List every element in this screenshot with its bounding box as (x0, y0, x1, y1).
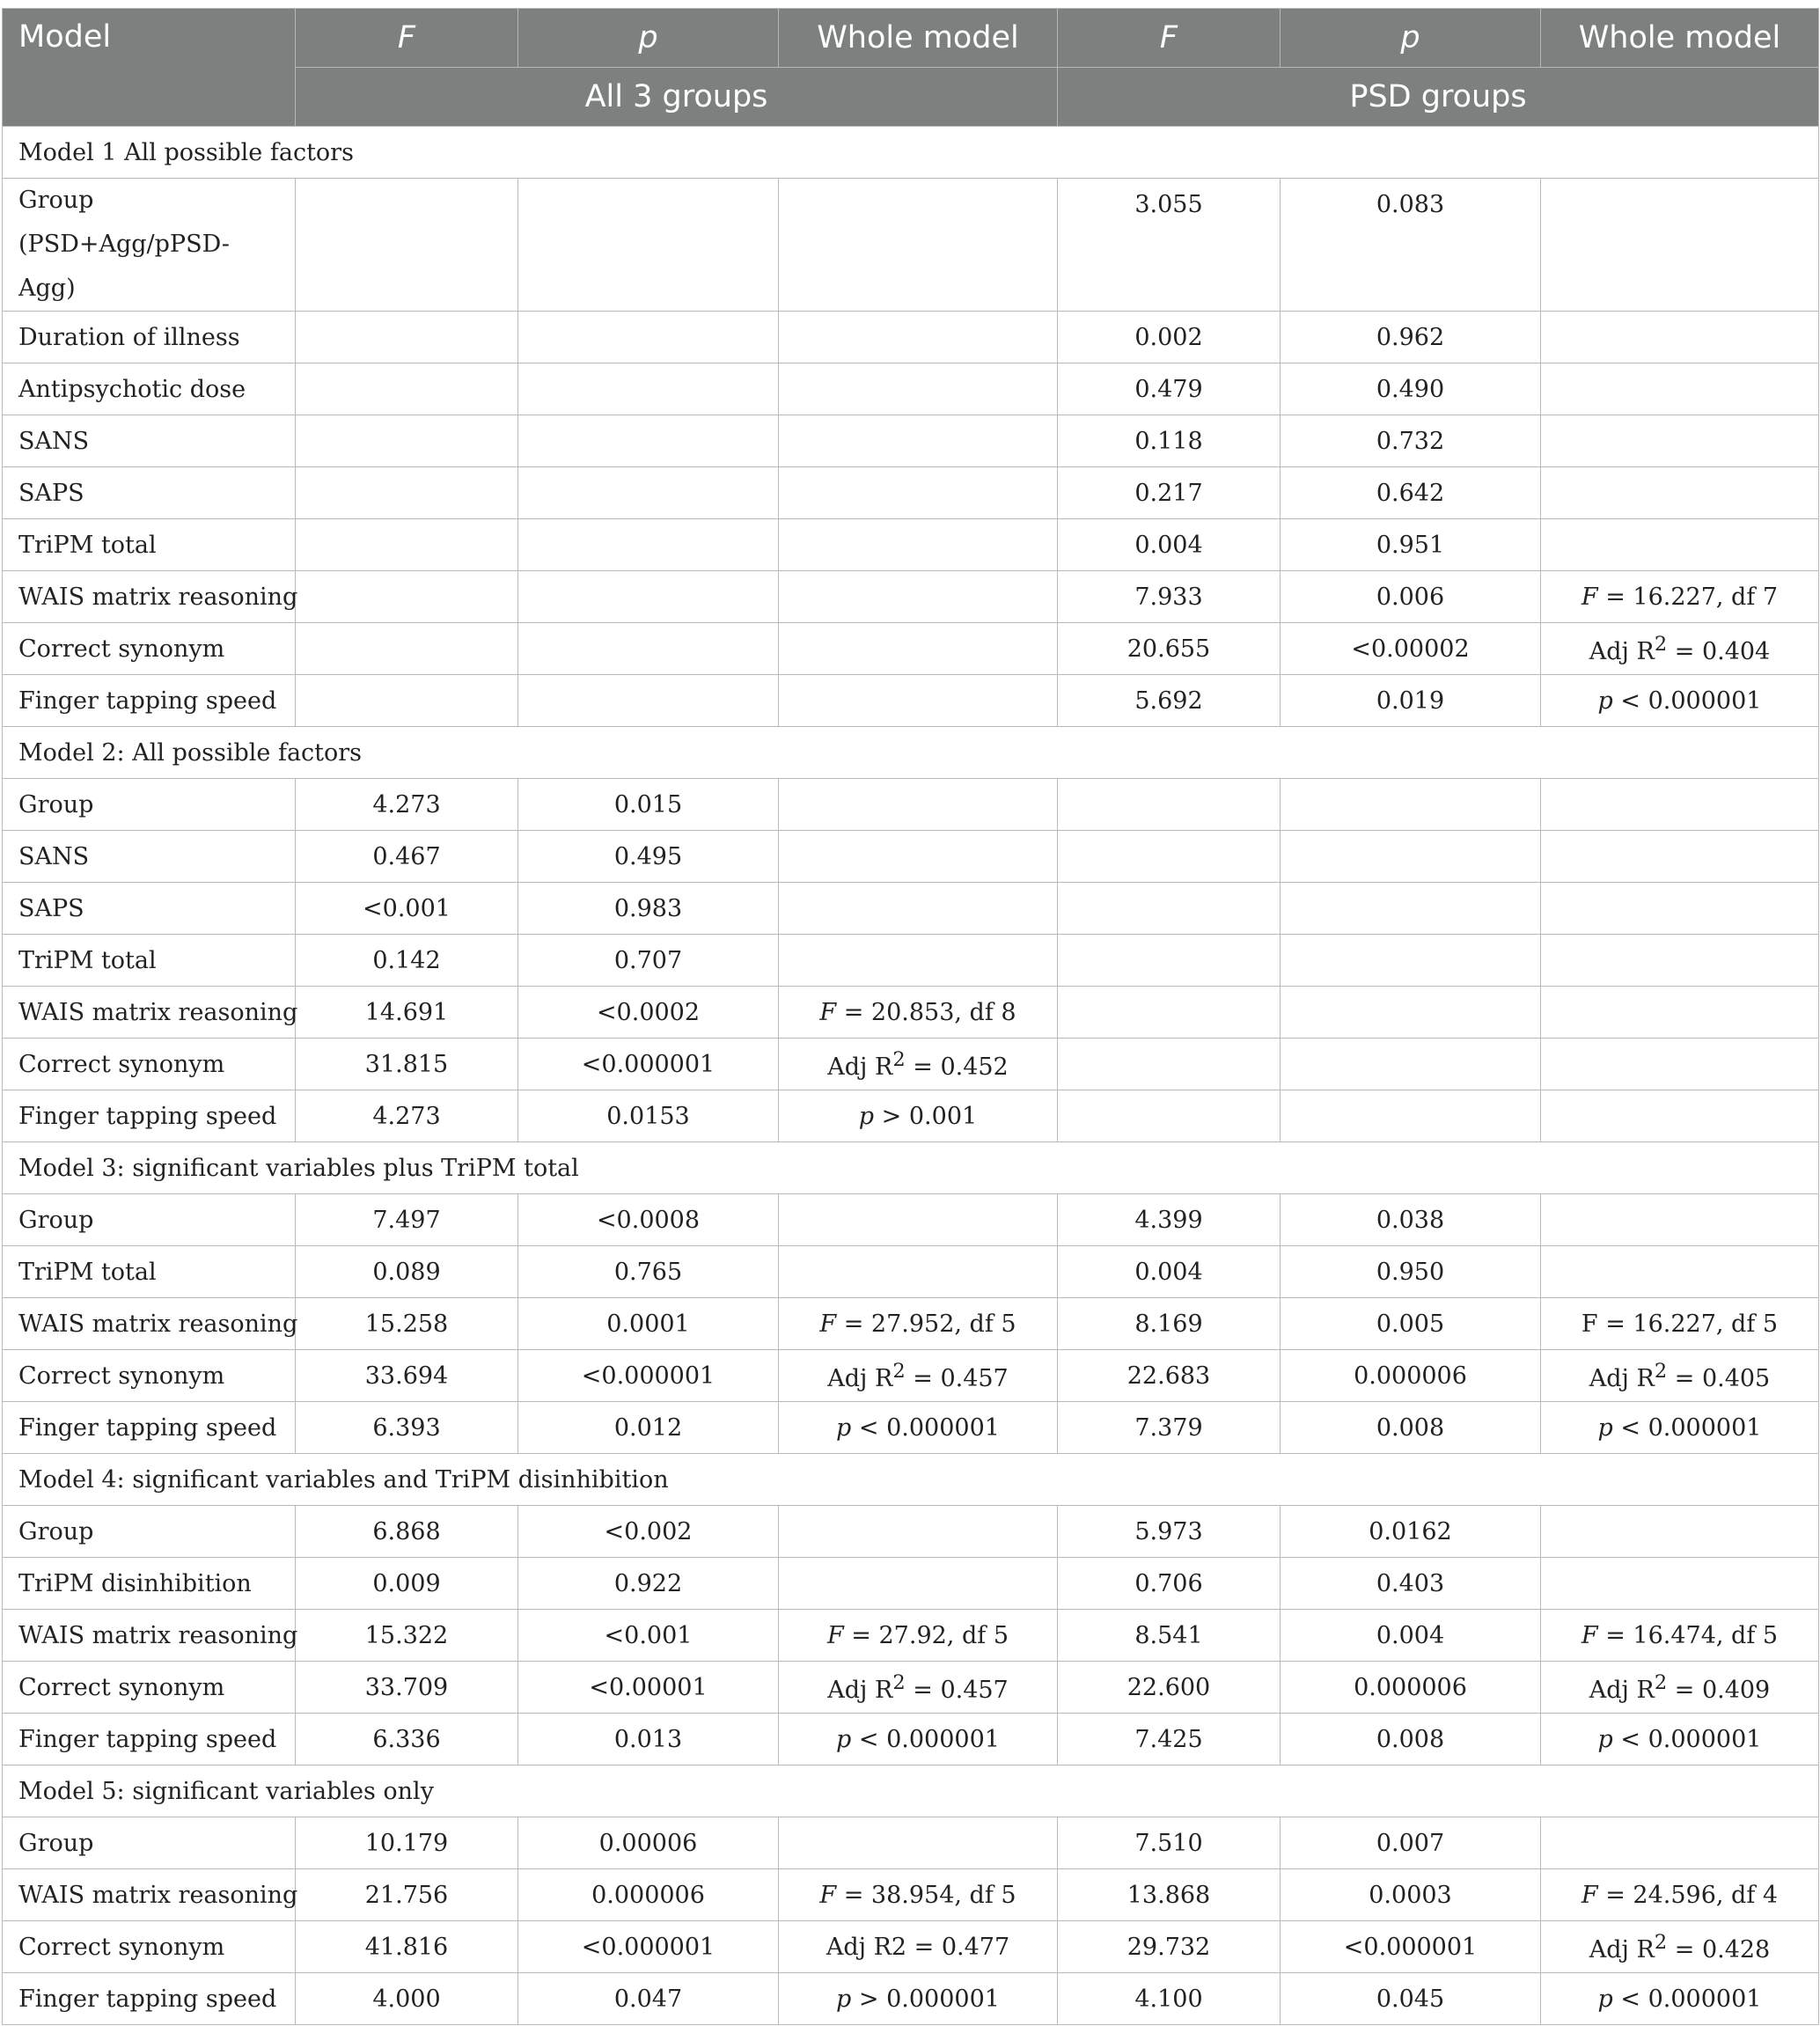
table-cell: 31.815 (296, 1039, 518, 1090)
section-label: Model 2: All possible factors (3, 727, 1819, 779)
table-cell: 13.868 (1058, 1869, 1281, 1921)
row-label: Correct synonym (3, 1921, 296, 1973)
table-cell: F = 27.952, df 5 (779, 1298, 1058, 1350)
table-cell: F = 38.954, df 5 (779, 1869, 1058, 1921)
table-cell (1541, 467, 1819, 519)
table-cell: 0.951 (1281, 519, 1541, 571)
section-row (3, 127, 1819, 179)
row-label: SAPS (3, 467, 296, 519)
table-cell: <0.0008 (518, 1194, 779, 1246)
table-cell: F = 20.853, df 8 (779, 987, 1058, 1039)
table-cell: 0.962 (1281, 312, 1541, 363)
table-cell: 0.732 (1281, 415, 1541, 467)
row-label: TriPM disinhibition (3, 1558, 296, 1610)
table-cell (518, 571, 779, 623)
table-cell: 7.497 (296, 1194, 518, 1246)
table-cell: 0.004 (1058, 1246, 1281, 1298)
table-cell (1541, 1246, 1819, 1298)
header-f-all: F (296, 9, 518, 68)
table-cell: 0.006 (1281, 571, 1541, 623)
table-cell (779, 1506, 1058, 1558)
table-cell: 0.490 (1281, 363, 1541, 415)
table-cell: 0.983 (518, 883, 779, 935)
table-cell: 0.008 (1281, 1714, 1541, 1765)
table-cell (518, 415, 779, 467)
table-cell: 0.467 (296, 831, 518, 883)
table-cell (1058, 1090, 1281, 1142)
table-cell: p < 0.000001 (1541, 675, 1819, 727)
table-cell: 0.019 (1281, 675, 1541, 727)
table-cell: 0.002 (1058, 312, 1281, 363)
table-row (3, 1402, 1819, 1454)
table-cell: 0.707 (518, 935, 779, 987)
table-cell: 0.765 (518, 1246, 779, 1298)
table-cell: Adj $R^2 = 0.457$ (779, 1350, 1058, 1402)
table-cell (779, 179, 1058, 312)
table-cell: 15.258 (296, 1298, 518, 1350)
header-whole-psd: Whole model (1541, 9, 1819, 68)
header-p-all: p (518, 9, 779, 68)
table-cell: <0.00001 (518, 1662, 779, 1714)
table-cell (1281, 883, 1541, 935)
row-label: Group (3, 1506, 296, 1558)
results-table (2, 8, 1819, 2025)
table-cell: 0.000006 (1281, 1350, 1541, 1402)
table-cell: p < 0.000001 (779, 1714, 1058, 1765)
row-label: Group (3, 1817, 296, 1869)
table-cell (779, 675, 1058, 727)
table-cell: 8.169 (1058, 1298, 1281, 1350)
header-group-psd: PSD groups (1058, 68, 1819, 127)
table-cell: 0.008 (1281, 1402, 1541, 1454)
table-cell (1281, 831, 1541, 883)
table-cell (1541, 179, 1819, 312)
table-row (3, 1298, 1819, 1350)
table-cell: <0.001 (518, 1610, 779, 1662)
table-row (3, 1610, 1819, 1662)
table-cell: 0.00006 (518, 1817, 779, 1869)
table-cell: 4.399 (1058, 1194, 1281, 1246)
table-cell (779, 935, 1058, 987)
table-row (3, 1973, 1819, 2025)
table-cell (779, 1817, 1058, 1869)
table-cell: 0.007 (1281, 1817, 1541, 1869)
table-cell (1281, 1090, 1541, 1142)
table-cell: F = 16.474, df 5 (1541, 1610, 1819, 1662)
table-cell: 20.655 (1058, 623, 1281, 675)
table-cell: 0.0003 (1281, 1869, 1541, 1921)
table-cell: Adj $R^2 = 0.452$ (779, 1039, 1058, 1090)
row-label: Group (3, 779, 296, 831)
row-label: SANS (3, 415, 296, 467)
table-cell (1281, 935, 1541, 987)
table-cell (1541, 519, 1819, 571)
table-cell (1541, 1506, 1819, 1558)
table-cell (1541, 1039, 1819, 1090)
table-cell: 0.217 (1058, 467, 1281, 519)
table-cell: <0.000001 (1281, 1921, 1541, 1973)
row-label: Correct synonym (3, 623, 296, 675)
table-cell (779, 467, 1058, 519)
section-row (3, 1454, 1819, 1506)
table-row (3, 1921, 1819, 1973)
table-cell: Adj $R^2 = 0.409$ (1541, 1662, 1819, 1714)
row-label: WAIS matrix reasoning (3, 1298, 296, 1350)
table-cell: 41.816 (296, 1921, 518, 1973)
table-cell (1541, 935, 1819, 987)
table-cell: 4.273 (296, 779, 518, 831)
section-label: Model 3: significant variables plus TriPM total (3, 1142, 1819, 1194)
table-cell: 22.683 (1058, 1350, 1281, 1402)
table-cell (1541, 363, 1819, 415)
row-label: Finger tapping speed (3, 1090, 296, 1142)
table-row (3, 1662, 1819, 1714)
row-label: Group (3, 1194, 296, 1246)
row-label: Group (PSD+Agg/pPSD-Agg) (3, 179, 296, 312)
table-cell: 10.179 (296, 1817, 518, 1869)
table-cell (296, 675, 518, 727)
row-label: SAPS (3, 883, 296, 935)
section-row (3, 727, 1819, 779)
row-label: TriPM total (3, 519, 296, 571)
table-cell (1058, 831, 1281, 883)
table-row (3, 1714, 1819, 1765)
row-label: TriPM total (3, 935, 296, 987)
row-label: Finger tapping speed (3, 1402, 296, 1454)
table-cell: 0.0001 (518, 1298, 779, 1350)
table-cell: 21.756 (296, 1869, 518, 1921)
section-label: Model 5: significant variables only (3, 1765, 1819, 1817)
table-cell: <0.001 (296, 883, 518, 935)
table-cell (1281, 779, 1541, 831)
table-cell: <0.00002 (1281, 623, 1541, 675)
table-cell: <0.000001 (518, 1921, 779, 1973)
table-cell: 0.642 (1281, 467, 1541, 519)
table-cell: 4.000 (296, 1973, 518, 2025)
table-cell: <0.000001 (518, 1350, 779, 1402)
table-cell: F = 16.227, df 7 (1541, 571, 1819, 623)
row-label: WAIS matrix reasoning (3, 987, 296, 1039)
header-whole-all: Whole model (779, 9, 1058, 68)
table-cell (296, 571, 518, 623)
table-cell (779, 571, 1058, 623)
row-label: Finger tapping speed (3, 1714, 296, 1765)
table-cell: 6.336 (296, 1714, 518, 1765)
table-cell: 7.425 (1058, 1714, 1281, 1765)
table-cell (1541, 831, 1819, 883)
table-cell: 6.393 (296, 1402, 518, 1454)
table-cell (296, 415, 518, 467)
table-cell: 14.691 (296, 987, 518, 1039)
table-cell: <0.000001 (518, 1039, 779, 1090)
section-label: Model 1 All possible factors (3, 127, 1819, 179)
table-cell: 33.709 (296, 1662, 518, 1714)
table-cell: 0.004 (1058, 519, 1281, 571)
table-row (3, 675, 1819, 727)
table-cell: 7.379 (1058, 1402, 1281, 1454)
table-cell (1541, 1558, 1819, 1610)
table-row (3, 312, 1819, 363)
table-cell: p < 0.000001 (1541, 1714, 1819, 1765)
row-label: SANS (3, 831, 296, 883)
table-row (3, 363, 1819, 415)
table-cell (779, 415, 1058, 467)
table-cell: 15.322 (296, 1610, 518, 1662)
header-f-psd: F (1058, 9, 1281, 68)
table-row (3, 1246, 1819, 1298)
table-cell: 0.009 (296, 1558, 518, 1610)
table-cell: Adj R2 = 0.477 (779, 1921, 1058, 1973)
table-row (3, 1194, 1819, 1246)
table-cell: 5.692 (1058, 675, 1281, 727)
table-cell: 0.950 (1281, 1246, 1541, 1298)
row-label: TriPM total (3, 1246, 296, 1298)
table-cell: 0.0153 (518, 1090, 779, 1142)
table-cell (779, 1246, 1058, 1298)
section-row (3, 1142, 1819, 1194)
table-cell (779, 779, 1058, 831)
table-cell (1541, 1817, 1819, 1869)
table-cell: Adj $R^2 = 0.457$ (779, 1662, 1058, 1714)
table-row (3, 1039, 1819, 1090)
table-cell: F = 16.227, df 5 (1541, 1298, 1819, 1350)
table-header (3, 9, 1819, 127)
table-cell (518, 312, 779, 363)
table-row (3, 1350, 1819, 1402)
table-row (3, 571, 1819, 623)
table-cell: 0.015 (518, 779, 779, 831)
header-p-psd: p (1281, 9, 1541, 68)
table-row (3, 1090, 1819, 1142)
table-cell (779, 623, 1058, 675)
table-cell: <0.0002 (518, 987, 779, 1039)
table-cell: 0.013 (518, 1714, 779, 1765)
table-row (3, 1558, 1819, 1610)
table-cell: 7.933 (1058, 571, 1281, 623)
table-row (3, 415, 1819, 467)
row-label: Finger tapping speed (3, 1973, 296, 2025)
section-label: Model 4: significant variables and TriPM disinhibition (3, 1454, 1819, 1506)
table-cell (1058, 779, 1281, 831)
row-label: WAIS matrix reasoning (3, 571, 296, 623)
table-cell (1058, 883, 1281, 935)
table-row (3, 987, 1819, 1039)
table-cell (1281, 987, 1541, 1039)
table-cell: 5.973 (1058, 1506, 1281, 1558)
table-cell (296, 363, 518, 415)
table-cell: 0.403 (1281, 1558, 1541, 1610)
table-cell (779, 1558, 1058, 1610)
table-cell: 7.510 (1058, 1817, 1281, 1869)
table-cell (1281, 1039, 1541, 1090)
table-cell: p > 0.000001 (779, 1973, 1058, 2025)
table-cell: Adj $R^2 = 0.404$ (1541, 623, 1819, 675)
table-cell: 0.706 (1058, 1558, 1281, 1610)
table-cell: F = 27.92, df 5 (779, 1610, 1058, 1662)
row-label: Finger tapping speed (3, 675, 296, 727)
table-cell (1058, 987, 1281, 1039)
table-cell (1541, 1090, 1819, 1142)
row-label: Correct synonym (3, 1350, 296, 1402)
header-model: Model (3, 9, 296, 127)
table-cell (518, 467, 779, 519)
table-cell (1541, 987, 1819, 1039)
table-body (3, 127, 1819, 2025)
table-cell: F = 24.596, df 4 (1541, 1869, 1819, 1921)
table-cell (518, 623, 779, 675)
table-cell: 4.273 (296, 1090, 518, 1142)
table-cell: 0.000006 (1281, 1662, 1541, 1714)
table-cell (518, 179, 779, 312)
table-row (3, 467, 1819, 519)
table-cell: 0.038 (1281, 1194, 1541, 1246)
table-row (3, 883, 1819, 935)
table-cell (779, 1194, 1058, 1246)
table-cell (296, 623, 518, 675)
header-group-all: All 3 groups (296, 68, 1058, 127)
table-cell: 6.868 (296, 1506, 518, 1558)
table-cell: 0.479 (1058, 363, 1281, 415)
table-cell: 0.922 (518, 1558, 779, 1610)
table-cell: 0.142 (296, 935, 518, 987)
table-cell: 4.100 (1058, 1973, 1281, 2025)
table-cell (518, 363, 779, 415)
table-cell (1058, 935, 1281, 987)
table-cell: Adj $R^2 = 0.405$ (1541, 1350, 1819, 1402)
table-cell: p < 0.000001 (779, 1402, 1058, 1454)
table-row (3, 179, 1819, 312)
table-cell: 0.005 (1281, 1298, 1541, 1350)
table-cell (1541, 779, 1819, 831)
table-cell: 0.083 (1281, 179, 1541, 312)
table-row (3, 1817, 1819, 1869)
table-row (3, 935, 1819, 987)
table-cell (1541, 312, 1819, 363)
section-row (3, 1765, 1819, 1817)
table-cell: 0.047 (518, 1973, 779, 2025)
table-cell: p > 0.001 (779, 1090, 1058, 1142)
table-cell: 0.089 (296, 1246, 518, 1298)
table-cell: 0.004 (1281, 1610, 1541, 1662)
table-cell: 0.0162 (1281, 1506, 1541, 1558)
row-label: Duration of illness (3, 312, 296, 363)
table-cell (518, 675, 779, 727)
table-cell (779, 312, 1058, 363)
table-cell (296, 179, 518, 312)
table-cell (779, 363, 1058, 415)
table-cell (296, 467, 518, 519)
table-cell (779, 519, 1058, 571)
row-label: WAIS matrix reasoning (3, 1610, 296, 1662)
table-cell: Adj $R^2 = 0.428$ (1541, 1921, 1819, 1973)
row-label: Antipsychotic dose (3, 363, 296, 415)
table-cell (1541, 1194, 1819, 1246)
table-cell (1058, 1039, 1281, 1090)
row-label: Correct synonym (3, 1039, 296, 1090)
table-cell: p < 0.000001 (1541, 1402, 1819, 1454)
table-cell: 0.118 (1058, 415, 1281, 467)
table-row (3, 1869, 1819, 1921)
table-cell: 0.012 (518, 1402, 779, 1454)
table-cell: <0.002 (518, 1506, 779, 1558)
table-cell: 3.055 (1058, 179, 1281, 312)
table-row (3, 519, 1819, 571)
table-cell (1541, 883, 1819, 935)
table-row (3, 623, 1819, 675)
table-cell (779, 831, 1058, 883)
table-row (3, 831, 1819, 883)
table-cell (296, 519, 518, 571)
table-cell (779, 883, 1058, 935)
table-cell: 8.541 (1058, 1610, 1281, 1662)
table-cell: p < 0.000001 (1541, 1973, 1819, 2025)
table-cell (518, 519, 779, 571)
row-label: WAIS matrix reasoning (3, 1869, 296, 1921)
table-row (3, 1506, 1819, 1558)
table-cell: 29.732 (1058, 1921, 1281, 1973)
table-cell: 22.600 (1058, 1662, 1281, 1714)
table-cell (296, 312, 518, 363)
table-cell: 0.000006 (518, 1869, 779, 1921)
table-cell: 33.694 (296, 1350, 518, 1402)
table-cell: 0.045 (1281, 1973, 1541, 2025)
table-cell (1541, 415, 1819, 467)
table-row (3, 779, 1819, 831)
row-label: Correct synonym (3, 1662, 296, 1714)
table-cell: 0.495 (518, 831, 779, 883)
